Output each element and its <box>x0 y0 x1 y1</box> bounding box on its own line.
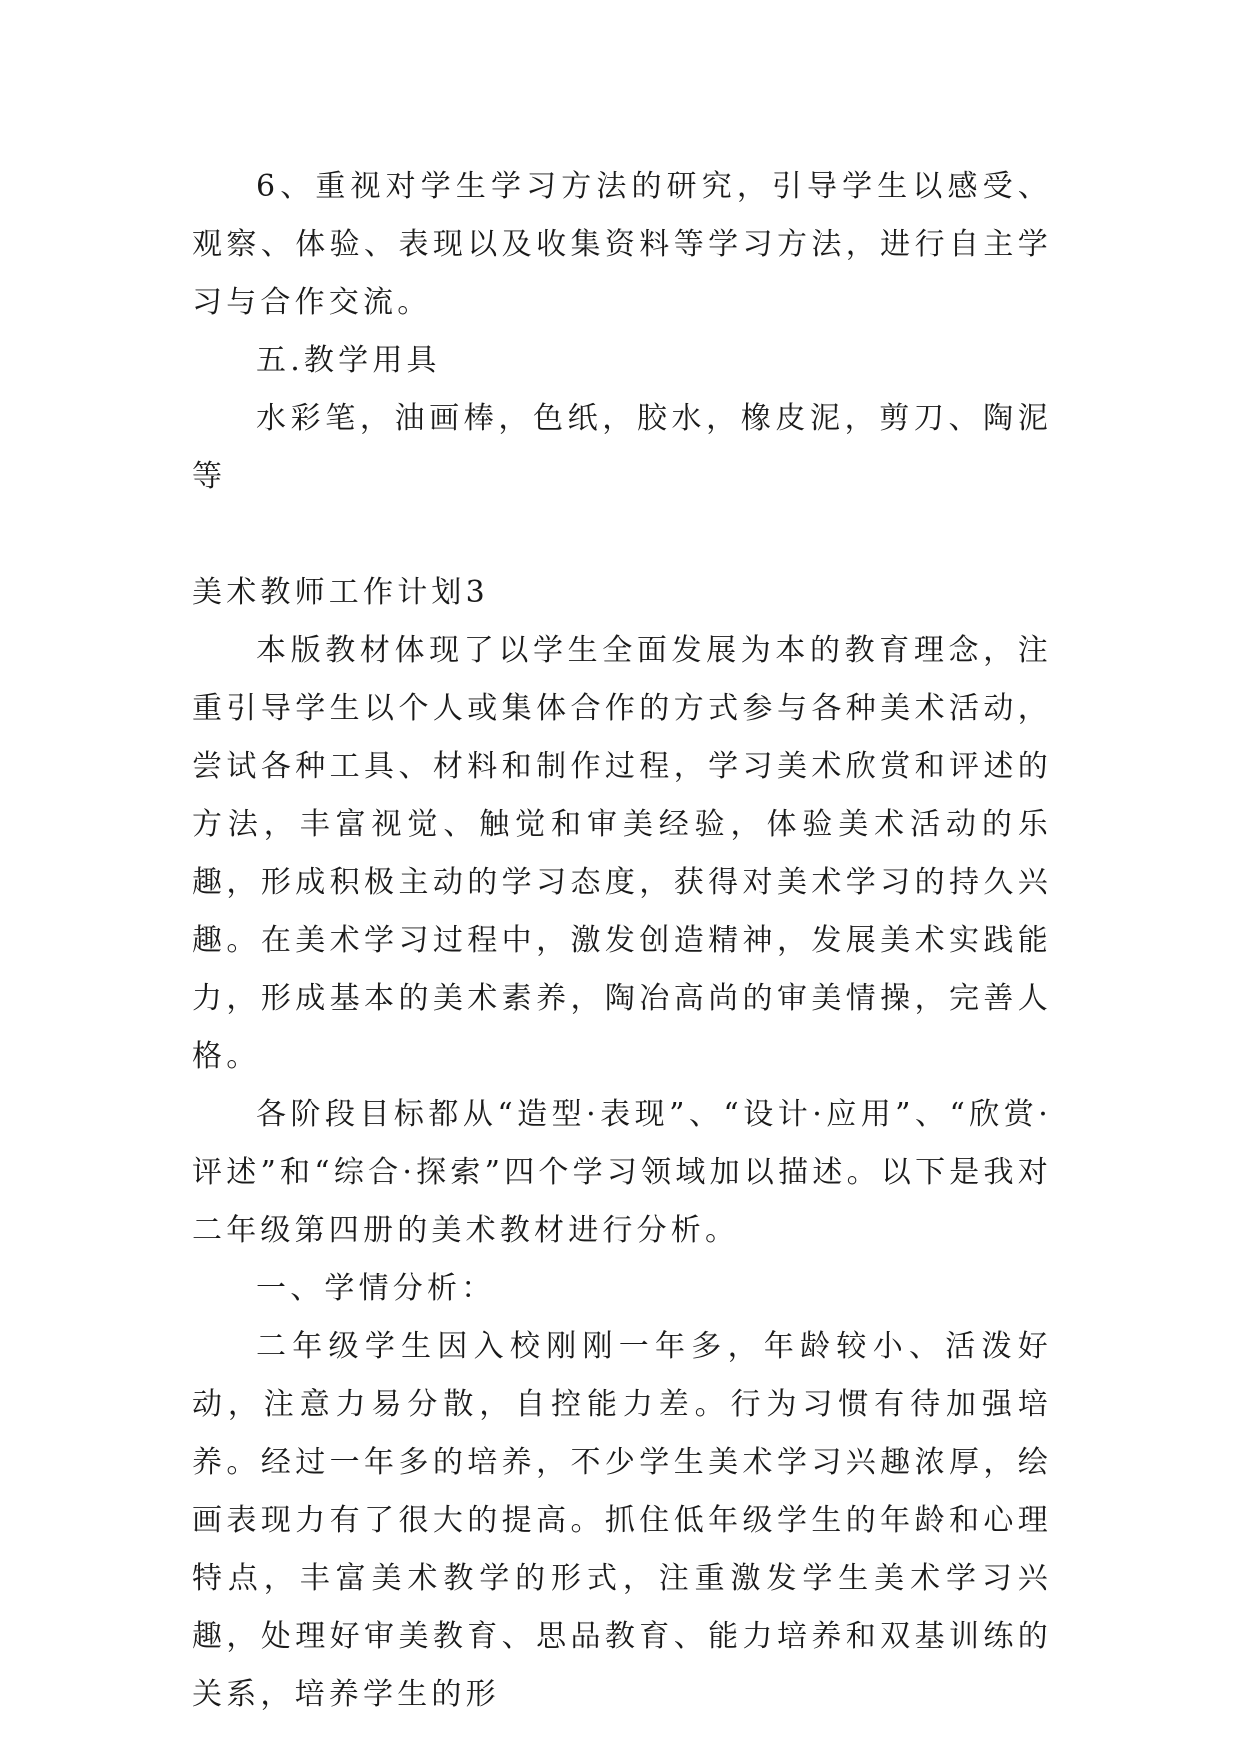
blank-line <box>192 506 1052 564</box>
section-heading-teaching-tools: 五.教学用具 <box>256 343 441 378</box>
document-title: 美术教师工作计划3 <box>192 575 489 610</box>
section-heading-student-analysis: 一、学情分析： <box>256 1271 496 1306</box>
paragraph-student-analysis: 二年级学生因入校刚刚一年多，年龄较小、活泼好动，注意力易分散，自控能力差。行为习惯有待加强培养。经过一年多的培养，不少学生美术学习兴趣浓厚，绘画表现力有了很大的提高。抓住低年级学生的年龄和心理特点，丰富美术教学的形式，注重激发学生美术学习兴趣，处理好审美教育、思品教育、能力培养和双基训练的关系，培养学生的形 <box>192 1329 1052 1712</box>
paragraph-textbook-concept: 本版教材体现了以学生全面发展为本的教育理念，注重引导学生以个人或集体合作的方式参与各种美术活动，尝试各种工具、材料和制作过程，学习美术欣赏和评述的方法，丰富视觉、触觉和审美经验，体验美术活动的乐趣，形成积极主动的学习态度，获得对美术学习的持久兴趣。在美术学习过程中，激发创造精神，发展美术实践能力，形成基本的美术素养，陶冶高尚的审美情操，完善人格。 <box>192 633 1052 1074</box>
paragraph-study-methods: 6、重视对学生学习方法的研究，引导学生以感受、观察、体验、表现以及收集资料等学习方法，进行自主学习与合作交流。 <box>192 169 1052 320</box>
paragraph-stage-goals: 各阶段目标都从“造型·表现”、“设计·应用”、“欣赏·评述”和“综合·探索”四个学习领域加以描述。以下是我对二年级第四册的美术教材进行分析。 <box>192 1097 1052 1248</box>
document-body <box>192 158 1052 1724</box>
paragraph-teaching-tools-list: 水彩笔，油画棒，色纸，胶水，橡皮泥，剪刀、陶泥等 <box>192 401 1052 494</box>
